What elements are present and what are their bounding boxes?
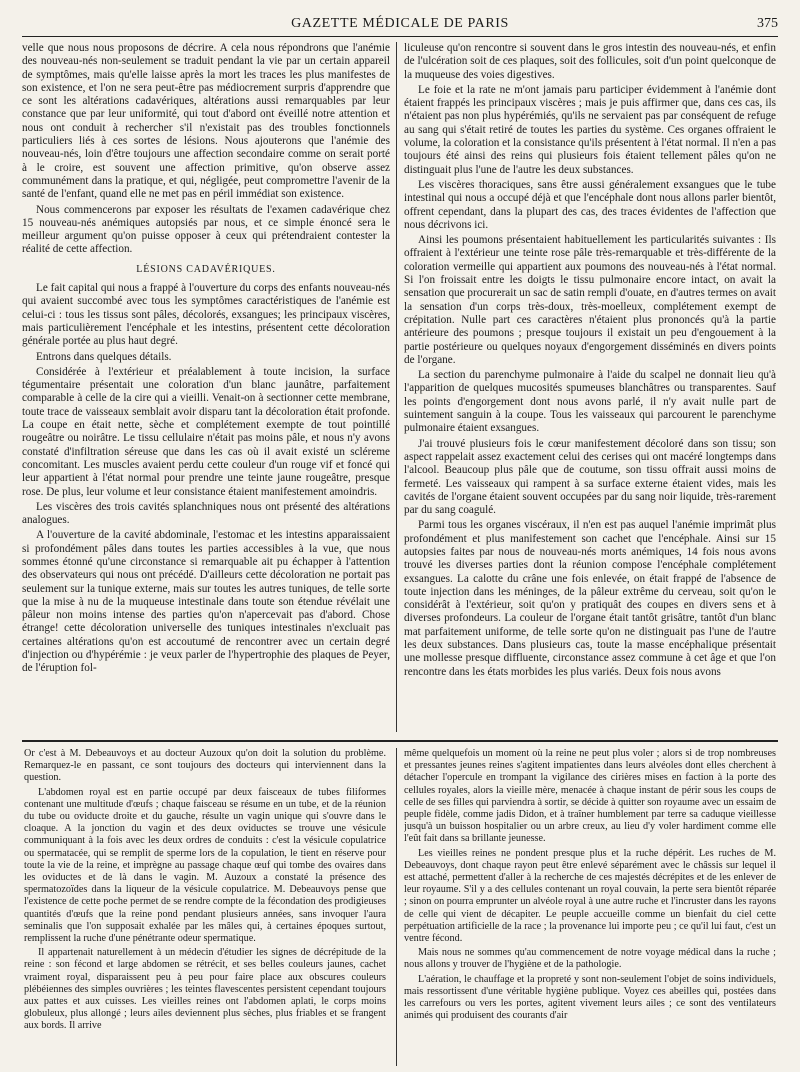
paragraph: Mais nous ne sommes qu'au commencement de notre voyage médical dans la ruche ; nous allons y trouver de l'hygiène et de la pathologie.	[404, 947, 776, 971]
paragraph: velle que nous nous proposons de décrire. A cela nous répondrons que l'anémie des nouveau-nés non-seulement se traduit pendant la vie par un certain appareil de symptômes, mais qu'elle laisse après la mort les traces les plus manifestes de son existence, et l'on ne sera peut-être pas médiocrement surpris d'apprendre que ce sont les altérations cadavériques, altérations aussi remarquables par leur constance que par leur uniformité, qui tout d'abord ont éveillé notre attention et nous ont conduit à rechercher s'il n'existait pas des troubles fonctionnels particuliers liés à ces sortes de lésions. Nous ajouterons que l'anémie des nouveau-nés, loin d'être toujours une affection secondaire comme on serait porté à le croire, est souvent une affection primitive, qu'on observe assez communément dans la pratique, et qui, négligée, peut compromettre l'avenir de la santé de l'enfant, quand elle ne met pas en péril immédiat son existence.	[22, 42, 390, 201]
paragraph: Les viscères des trois cavités splanchniques nous ont présenté des altérations analogues.	[22, 500, 390, 527]
page-number: 375	[757, 16, 778, 31]
paragraph: J'ai trouvé plusieurs fois le cœur manifestement décoloré dans son tissu; son aspect rappelait assez exactement celui des cerises qui ont macéré longtemps dans l'alcool. Beaucoup plus pâle que de coutume, son tissu offrait aussi moins de fermeté. Les vaisseaux qui rampent à sa surface externe étaient vides, mais les cavités de l'organe étaient souvent occupées par du sang noir liquide, très-rarement par du sang coagulé.	[404, 437, 776, 517]
paragraph: Il appartenait naturellement à un médecin d'étudier les signes de décrépitude de la reine : son fécond et large abdomen se rétrécit, et ses belles couleurs jaunes, cachet vraiment royal, disparaissent peu à peu pour faire place aux obscures couleurs plébéiennes des simples ouvrières ; les teintes flavescentes persistent cependant toujours aux pattes et aux cuisses. Les vieilles reines ont l'abdomen aplati, le corps moins globuleux, plus allongé ; leurs ailes deviennent plus sèches, plus friables et se frangent aux bords. Il arrive	[24, 947, 386, 1032]
feuilleton-column-right	[404, 748, 776, 1068]
paragraph: Or c'est à M. Debeauvoys et au docteur Auzoux qu'on doit la solution du problème. Remarquez-le en passant, ce sont toujours des docteurs qui interviennent dans la question.	[24, 748, 386, 784]
feuilleton-column-left	[24, 748, 386, 1068]
journal-title: GAZETTE MÉDICALE DE PARIS	[291, 16, 509, 31]
column-divider	[396, 42, 397, 732]
paragraph: liculeuse qu'on rencontre si souvent dans le gros intestin des nouveau-nés, et enfin de l'ulcération soit de ces plaques, soit des follicules, soit d'un point quelconque de la muqueuse des voies digestives.	[404, 42, 776, 81]
paragraph: Les vieilles reines ne pondent presque plus et la ruche dépérit. Les ruches de M. Debeauvoys, dont chaque rayon peut être enlevé séparément avec le châssis sur lequel il est attaché, permettent d'aller à la recherche de ces majestés décrépites et de les enlever de leur royaume. S'il y a des cellules contenant un royal couvain, la perte sera bientôt réparée ; sinon on pourra emprunter un alvéole royal à une autre ruche et l'incruster dans les rayons de celle qui vient de décapiter. Le peuple accueille comme un bienfait du ciel cette perpétuation artificielle de la race ; la provenance lui importe peu ; ce qu'il lui faut, c'est un ventre fécond.	[404, 847, 776, 945]
paragraph: Considérée à l'extérieur et préalablement à toute incision, la surface tégumentaire présentait une coloration d'un blanc jaunâtre, parfaitement comparable à celle de la cire qui a vieilli. Venait-on à sectionner cette membrane, toute trace de vaisseaux semblait avoir disparu tant la décoloration était profonde. La coupe en était nette, sèche et complétement exempte de tout pointillé rougeâtre ou noirâtre. Le tissu cellulaire n'était pas moins pâle, et nous n'y avons constaté d'infiltration séreuse que dans les cas où il avait existé un scléreme concomitant. Les muscles avaient perdu cette couleur d'un rouge vif et foncé qui leur appartient à l'état normal pour prendre une teinte jaune rougeâtre, presque rose. De plus, leur volume et leur consistance étaient manifestement amoindris.	[22, 365, 390, 498]
paragraph: A l'ouverture de la cavité abdominale, l'estomac et les intestins apparaissaient si profondément pâles dans toutes les parties accessibles à la vue, que nous sommes étonné qu'une circonstance si remarquable ait pu échapper à l'attention des observateurs qui nous ont précédé. D'ailleurs cette décoloration ne portait pas seulement sur la tunique externe, mais sur toutes les autres tuniques, de telle sorte que la mise à nu de la muqueuse intestinale dans toute son étendue révélait une pâleur non moins intense des parties qu'on n'apercevait pas d'abord. Chose étrange! cette décoloration universelle des tuniques intestinales n'excluait pas certaines altérations qu'on est accoutumé de rencontrer avec un certain degré d'injection ou d'hypérémie : je veux parler de l'hypertrophie des plaques de Peyer, de l'éruption fol-	[22, 529, 390, 675]
paragraph: Le fait capital qui nous a frappé à l'ouverture du corps des enfants nouveau-nés qui avaient succombé avec tous les symptômes caractéristiques de l'anémie est celui-ci : tous les tissus sont pâles, décolorés, exsangues; les principaux viscères, mais particulièrement l'encéphale et les intestins, présentent cette décoloration générale portée au plus haut degré.	[22, 282, 390, 348]
paragraph: même quelquefois un moment où la reine ne peut plus voler ; alors si de trop nombreuses et pressantes jeunes reines s'agitent impatientes dans leurs alvéoles dont elles cherchent à détacher l'opercule en trompant la vigilance des cirières mises en faction à la porte des cellules royales, alors la vieille mère, menacée à chaque instant de périr sous les coups de celle de ses filles qui parviendra à sortir, se décide à quitter son royaume avec un essaim de peuple fidèle, comme jadis Didon, et à traîner humblement par terre sa caduque vieillesse jusqu'à un buisson hospitalier ou un arbre creux, au lieu d'y voler hardiment comme elle l'eût fait dans sa brillante jeunesse.	[404, 748, 776, 845]
feuilleton-column-divider	[396, 748, 397, 1066]
paragraph: Nous commencerons par exposer les résultats de l'examen cadavérique chez 15 nouveau-nés anémiques autopsiés par nous, et ce simple énoncé sera le meilleur argument qu'on puisse opposer à ceux qui prétendraient contester la réalité de cette affection.	[22, 203, 390, 256]
page-header	[22, 14, 778, 37]
feuilleton-divider	[22, 740, 778, 742]
section-heading: LÉSIONS CADAVÉRIQUES.	[136, 263, 276, 275]
paragraph: Parmi tous les organes viscéraux, il n'en est pas auquel l'anémie imprimât plus profondément et plus manifestement son cachet que l'encéphale. Ainsi sur 15 autopsies faites par nous de nouveau-nés morts anémiques, 14 fois nous avons trouvé les diverses parties dont la réunion compose l'encéphale complétement exsangues. La calotte du crâne une fois enlevée, on était frappé de l'absence de toute injection dans les méninges, de la pâleur extrême du cerveau, soit qu'on le considérât à l'extérieur, soit qu'on y pratiquât des coupes en divers sens et à diverses profondeurs. La couleur de l'organe était tantôt grisâtre, tantôt d'un blanc mat parfaitement uniforme, de telle sorte qu'on ne distinguait pas l'une de l'autre les deux substances. Dans plusieurs cas, toute la masse encéphalique présentait une mollesse presque diffluente, circonstance assez commune à cet âge et que l'on rencontre dans les états morbides les plus variés. Deux fois nous avons	[404, 519, 776, 678]
paragraph: Ainsi les poumons présentaient habituellement les particularités suivantes : Ils offraient à l'extérieur une teinte rose pâle très-remarquable et très-différente de la coloration vermeille qui appartient aux poumons des nouveau-nés à l'état normal. Si l'on froissait entre les doigts le tissu pulmonaire encore intact, on avait la sensation que procurerait un sac de satin rempli d'ouate, en d'autres termes on avait la sensation d'un corps très-doux, très-moelleux, complétement exempt de crépitation. Nulle part ces caractères n'étaient plus prononcés qu'à la partie antérieure des poumons ; presque toujours il existait un peu d'engouement à la partie postérieure ou quelques noyaux d'engorgement disséminés en divers points de l'organe.	[404, 234, 776, 366]
paragraph: La section du parenchyme pulmonaire à l'aide du scalpel ne donnait lieu qu'à l'apparition de quelques mucosités spumeuses blanchâtres ou transparentes. Sauf les points d'engorgement dont nous avons parlé, il n'y avait nulle part de suintement sanguin à la coupe. Tous les vaisseaux qui parcourent le parenchyme pulmonaire étaient exsangues.	[404, 369, 776, 435]
paragraph: Le foie et la rate ne m'ont jamais paru participer évidemment à l'anémie dont étaient frappés les principaux viscères ; mais je puis affirmer que, dans ces cas, ils n'étaient pas non plus hypérémiés, qu'ils ne servaient pas par conséquent de refuge au sang qui s'était retiré de toutes les parties du système. Ces organes offraient le volume, la coloration et la consistance qu'ils présentent à l'état normal. Il n'en a pas toujours été ainsi des reins qui plusieurs fois étaient tellement pâles qu'on ne distinguait plus l'une de l'autre les deux substances.	[404, 83, 776, 176]
main-column-left	[22, 42, 390, 732]
paragraph: Les viscères thoraciques, sans être aussi généralement exsangues que le tube intestinal qui nous a occupé déjà et que l'encéphale dont nous allons parler bientôt, offrent cependant, dans la plupart des cas, des traces évidentes de l'affection que nous décrivons ici.	[404, 178, 776, 231]
paragraph: L'abdomen royal est en partie occupé par deux faisceaux de tubes filiformes contenant une multitude d'œufs ; chaque faisceau se résume en un tube, et de la réunion du tube ou oviducte droite et du gauche, résulte un vagin unique qui s'ouvre dans le cloaque. A la jonction du vagin et des deux oviductes se trouve une vésicule communiquant à la fois avec les deux ordres de conduits : c'est la vésicule copulatrice ou spermatacée, qui se remplit de sperme lors de la copulation, le tient en réserve pour toute la vie de la reine, et imprègne au passage chaque œuf qui tombe des ovaires dans les oviductes et de là dans le vagin. M. Auzoux a constaté la présence des spermatozoïdes dans la liqueur de la vésicule copulatrice. M. Debeauvoys pense que l'existence de cette poche permet de se rendre compte de la fécondation des prodigieuses quantités d'œufs que la reine pond pendant plusieurs années, sans invoquer l'aura seminalis que l'on supposait exhalée par les mâles qui, à certaines époques surtout, remplissent la ruche d'une pénétrante odeur spermatique.	[24, 786, 386, 945]
paragraph: L'aération, le chauffage et la propreté y sont non-seulement l'objet de soins individuels, mais ressortissent d'une véritable hygiène publique. Voyez ces abeilles qui, postées dans les carrefours ou vers les portes, agitent vivement leurs ailes ; ce sont des ventilateurs animés qui produisent des courants d'air	[404, 973, 776, 1022]
paragraph: Entrons dans quelques détails.	[36, 350, 172, 363]
main-column-right	[404, 42, 776, 732]
